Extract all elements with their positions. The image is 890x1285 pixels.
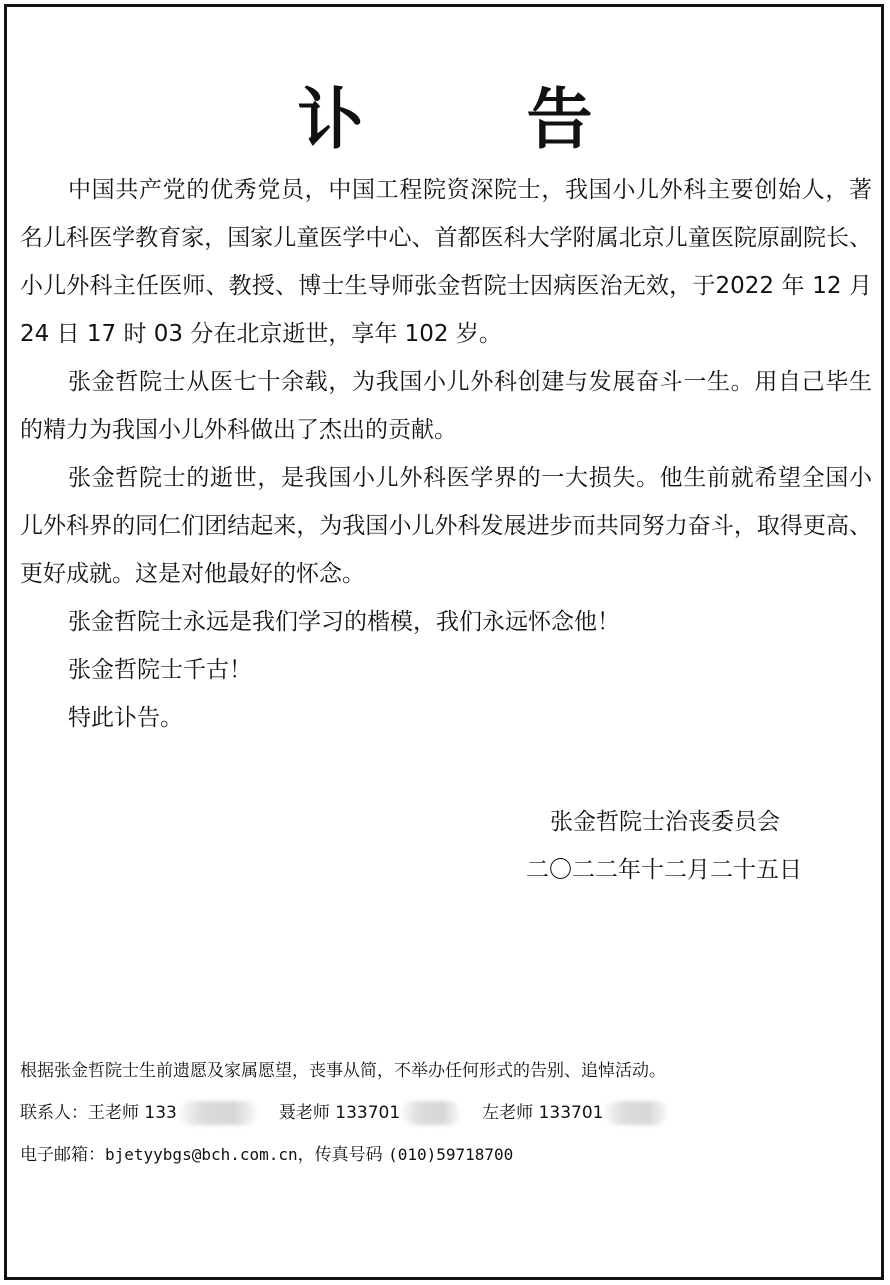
paragraph-closing: 特此讣告。 — [68, 705, 183, 731]
fax-label: ，传真号码 — [297, 1145, 383, 1165]
signature-date: 二〇二二年十二月二十五日 — [526, 857, 802, 883]
contact-item — [279, 1092, 460, 1134]
footer — [20, 1050, 870, 1176]
paragraph-role-model: 张金哲院士永远是我们学习的楷模，我们永远怀念他！ — [68, 609, 620, 635]
paragraph-eternal: 张金哲院士千古！ — [68, 657, 252, 683]
email-fax-line — [20, 1134, 870, 1176]
paragraph-biography: 中国共产党的优秀党员，中国工程院资深院士，我国小儿外科主要创始人，著名儿科医学教育家，国家儿童医学中心、首都医科大学附属北京儿童医院原副院长、小儿外科主任医师、教授、博士生导师张金哲院士因病医治无效，于2022 年 12 月 24 日 17 时 03 分在北京逝世，享年 102 岁。 — [20, 177, 872, 347]
contacts-label: 联系人： — [20, 1103, 88, 1123]
redacted-phone-blur — [179, 1101, 257, 1125]
contact-name: 聂老师 — [278, 1103, 330, 1123]
paragraph-loss: 张金哲院士的逝世，是我国小儿外科医学界的一大损失。他生前就希望全国小儿外科界的同仁们团结起来，为我国小儿外科发展进步而共同努力奋斗，取得更高、更好成就。这是对他最好的怀念。 — [20, 465, 872, 587]
signature-organization: 张金哲院士治丧委员会 — [550, 809, 780, 835]
signature-block — [526, 798, 866, 894]
contacts-line — [20, 1092, 870, 1134]
contact-phone[interactable]: 133701 — [538, 1103, 604, 1123]
paragraph-career: 张金哲院士从医七十余载，为我国小儿外科创建与发展奋斗一生。用自己毕生的精力为我国小儿外科做出了杰出的贡献。 — [20, 369, 872, 443]
notice-body — [20, 166, 872, 742]
email-address[interactable]: bjetyybgs@bch.com.cn — [105, 1145, 298, 1164]
contact-phone[interactable]: 133701 — [335, 1103, 401, 1123]
contact-item — [482, 1092, 667, 1134]
redacted-phone-blur — [402, 1101, 460, 1125]
contact-item — [88, 1092, 257, 1134]
fax-number[interactable]: (010)59718700 — [388, 1145, 514, 1164]
notice-title: 讣 告 — [297, 81, 663, 159]
contact-name: 王老师 — [88, 1103, 139, 1123]
redacted-phone-blur — [605, 1101, 667, 1125]
contact-name: 左老师 — [482, 1103, 534, 1123]
funeral-wishes: 根据张金哲院士生前遗愿及家属愿望，丧事从简，不举办任何形式的告别、追悼活动。 — [20, 1061, 666, 1081]
contact-phone[interactable]: 133 — [144, 1103, 177, 1123]
email-label: 电子邮箱： — [20, 1145, 105, 1165]
